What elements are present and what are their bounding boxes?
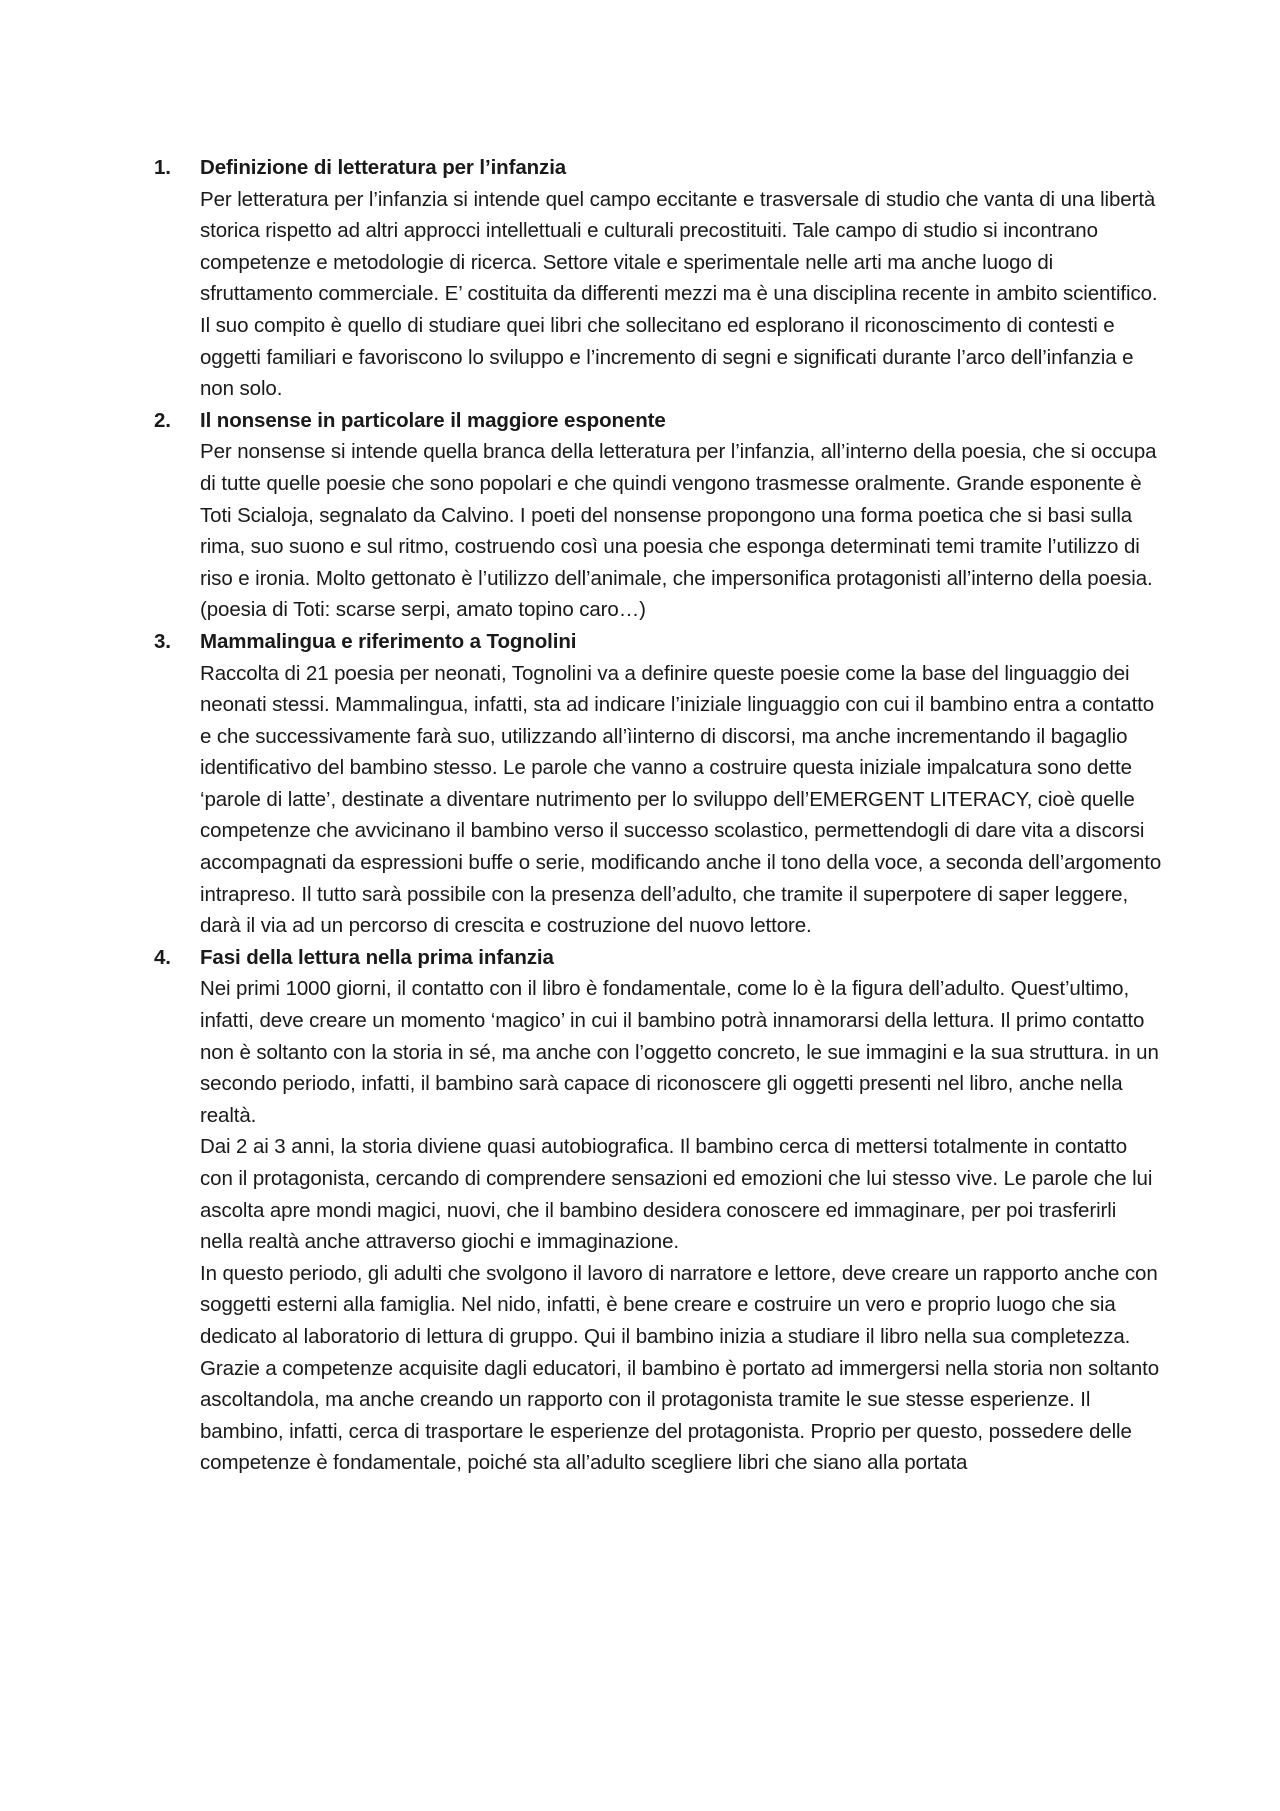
section-heading: Il nonsense in particolare il maggiore esponente (200, 408, 666, 432)
section-paragraph: Nei primi 1000 giorni, il contatto con il libro è fondamentale, come lo è la figura dell’adulto. Quest’ultimo, infatti, deve creare un momento ‘magico’ in cui il bambino potrà innamorarsi della lettura. Il primo contatto non è soltanto con la storia in sé, ma anche con l’oggetto concreto, le sue immagini e la sua struttura. in un secondo periodo, infatti, il bambino sarà capace di riconoscere gli oggetti presenti nel libro, anche nella realtà. (200, 977, 1159, 1127)
section-number: 3. (154, 629, 171, 653)
section-4 (154, 942, 1164, 1479)
section-paragraph: Per letteratura per l’infanzia si intende quel campo eccitante e trasversale di studio che vanta di una libertà storica rispetto ad altri approcci intellettuali e culturali precostituiti. Tale campo di studio si incontrano competenze e metodologie di ricerca. Settore vitale e sperimentale nelle arti ma anche luogo di sfruttamento commerciale. E’ costituita da differenti mezzi ma è una disciplina recente in ambito scientifico. Il suo compito è quello di studiare quei libri che sollecitano ed esplorano il riconoscimento di contesti e oggetti familiari e favoriscono lo sviluppo e l’incremento di segni e significati durante l’arco dell’infanzia e non solo. (200, 187, 1158, 401)
document-body (154, 152, 1164, 1479)
section-paragraph: Raccolta di 21 poesia per neonati, Tognolini va a definire queste poesie come la base del linguaggio dei neonati stessi. Mammalingua, infatti, sta ad indicare l’iniziale linguaggio con cui il bambino entra a contatto e che successivamente farà suo, utilizzando all’ìinterno di discorsi, ma anche incrementando il bagaglio identificativo del bambino stesso. Le parole che vanno a costruire questa iniziale impalcatura sono dette ‘parole di latte’, destinate a diventare nutrimento per lo sviluppo dell’EMERGENT LITERACY, cioè quelle competenze che avvicinano il bambino verso il successo scolastico, permettendogli di dare vita a discorsi accompagnati da espressioni buffe o serie, modificando anche il tono della voce, a seconda dell’argomento intrapreso. Il tutto sarà possibile con la presenza dell’adulto, che tramite il superpotere di saper leggere, darà il via ad un percorso di crescita e costruzione del nuovo lettore. (200, 661, 1162, 938)
section-number: 2. (154, 408, 171, 432)
section-paragraph: Dai 2 ai 3 anni, la storia diviene quasi autobiografica. Il bambino cerca di mettersi totalmente in contatto con il protagonista, cercando di comprendere sensazioni ed emozioni che lui stesso vive. Le parole che lui ascolta apre mondi magici, nuovi, che il bambino desidera conoscere ed immaginare, per poi trasferirli nella realtà anche attraverso giochi e immaginazione. (200, 1135, 1153, 1254)
section-heading: Mammalingua e riferimento a Tognolini (200, 629, 577, 653)
section-paragraph: In questo periodo, gli adulti che svolgono il lavoro di narratore e lettore, deve creare un rapporto anche con soggetti esterni alla famiglia. Nel nido, infatti, è bene creare e costruire un vero e proprio luogo che sia dedicato al laboratorio di lettura di gruppo. Qui il bambino inizia a studiare il libro nella sua completezza. Grazie a competenze acquisite dagli educatori, il bambino è portato ad immergersi nella storia non soltanto ascoltandola, ma anche creando un rapporto con il protagonista tramite le sue stesse esperienze. Il bambino, infatti, cerca di trasportare le esperienze del protagonista. Proprio per questo, possedere delle competenze è fondamentale, poiché sta all’adulto scegliere libri che siano alla portata (200, 1261, 1160, 1475)
section-number: 1. (154, 156, 171, 179)
section-2 (154, 405, 1164, 626)
section-heading: Fasi della lettura nella prima infanzia (200, 945, 554, 969)
section-1 (154, 152, 1164, 405)
section-number: 4. (154, 945, 171, 969)
section-heading: Definizione di letteratura per l’infanzia (200, 156, 567, 179)
section-paragraph: Per nonsense si intende quella branca della letteratura per l’infanzia, all’interno della poesia, che si occupa di tutte quelle poesie che sono popolari e che quindi vengono trasmesse oralmente. Grande esponente è Toti Scialoja, segnalato da Calvino. I poeti del nonsense propongono una forma poetica che si basi sulla rima, suo suono e sul ritmo, costruendo così una poesia che esponga determinati temi tramite l’utilizzo di riso e ironia. Molto gettonato è l’utilizzo dell’animale, che impersonifica protagonisti all’interno della poesia. (poesia di Toti: scarse serpi, amato topino caro…) (200, 440, 1157, 622)
section-3 (154, 626, 1164, 942)
